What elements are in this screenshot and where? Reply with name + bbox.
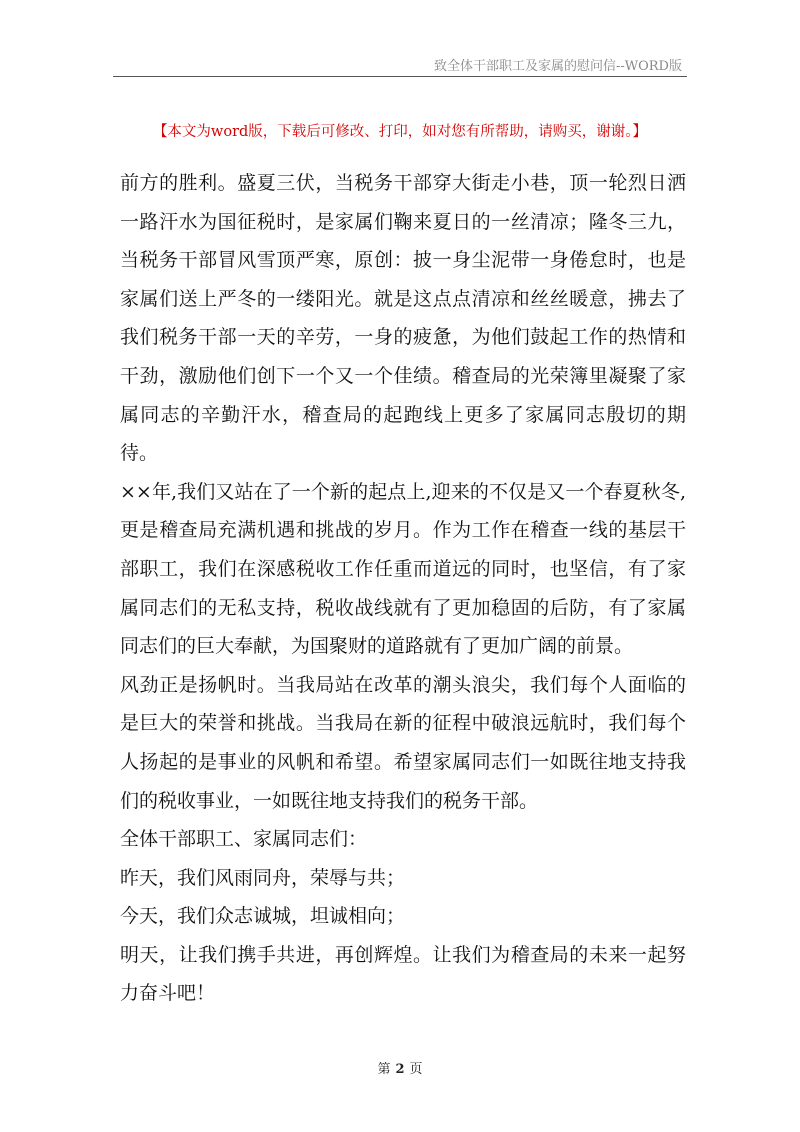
body-paragraph-3: 风劲正是扬帆时。当我局站在改革的潮头浪尖，我们每个人面临的是巨大的荣誉和挑战。当我局在新的征程中破浪远航时，我们每个人扬起的是事业的风帆和希望。希望家属同志们一如既往地支持我们的税收事业，一如既往地支持我们的税务干部。	[120, 673, 686, 812]
closing-line-today: 今天，我们众志诚城，坦诚相向；	[120, 905, 406, 928]
body-paragraph-2: ××年,我们又站在了一个新的起点上,迎来的不仅是又一个春夏秋冬,更是稽查局充满机遇和挑战的岁月。作为工作在稽查一线的基层干部职工，我们在深感税收工作任重而道远的同时，也坚信，有了家属同志们的无私支持，税收战线就有了更加稳固的后防，有了家属同志们的巨大奉献，为国聚财的道路就有了更加广阔的前景。	[120, 480, 686, 658]
body-paragraph-1: 前方的胜利。盛夏三伏，当税务干部穿大街走小巷，顶一轮烈日洒一路汗水为国征税时，是家属们鞠来夏日的一丝清凉；隆冬三九，当税务干部冒风雪顶严寒，原创：披一身尘泥带一身倦怠时，也是家属们送上严冬的一缕阳光。就是这点点清凉和丝丝暖意，拂去了我们税务干部一天的辛劳，一身的疲惫，为他们鼓起工作的热情和干劲，激励他们创下一个又一个佳绩。稽查局的光荣簿里凝聚了家属同志的辛勤汗水，稽查局的起跑线上更多了家属同志殷切的期待。	[120, 172, 686, 465]
salutation-line: 全体干部职工、家属同志们：	[120, 828, 368, 851]
download-notice: 【本文为word版，下载后可修改、打印，如对您有所帮助，请购买，谢谢。】	[152, 124, 648, 140]
page-label-suffix: 页	[409, 1062, 423, 1077]
page-label-prefix: 第	[377, 1062, 391, 1077]
header-divider	[113, 76, 687, 77]
page-number: 2	[395, 1062, 405, 1077]
document-header-title: 致全体干部职工及家属的慰问信--WORD版	[433, 59, 682, 74]
letter-body	[120, 164, 686, 1013]
closing-line-tomorrow: 明天，让我们携手共进，再创辉煌。让我们为稽查局的未来一起努力奋斗吧！	[120, 943, 686, 1005]
page-footer	[0, 1058, 800, 1077]
closing-line-yesterday: 昨天，我们风雨同舟，荣辱与共；	[120, 866, 406, 889]
